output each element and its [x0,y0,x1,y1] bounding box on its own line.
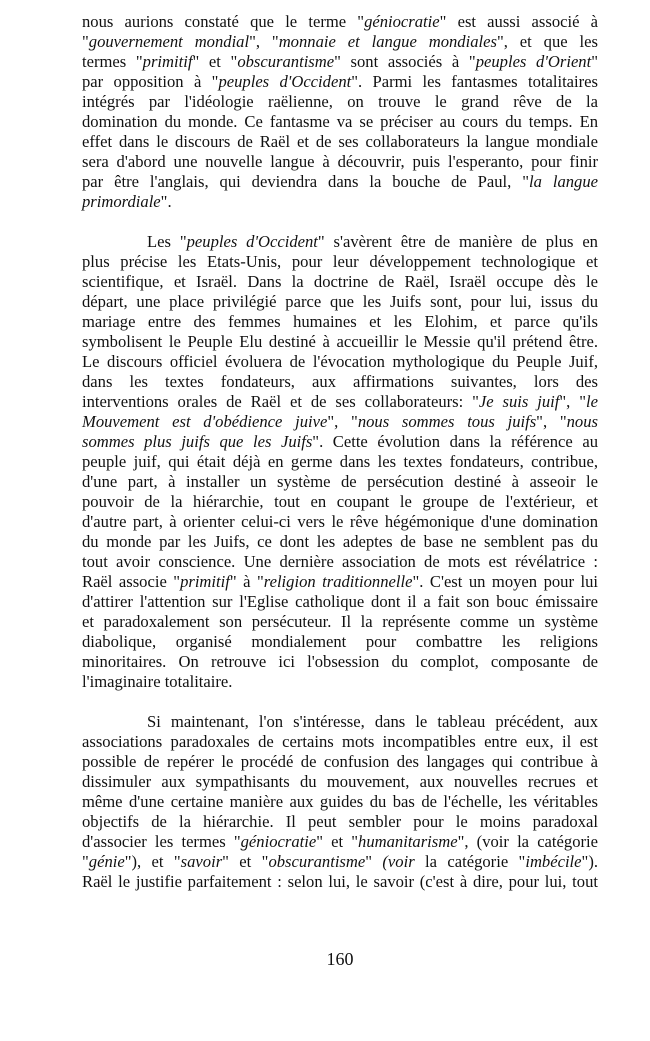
text-run: domination du monde. Ce fantasme va se préciser au cours du temps. En [82,112,598,131]
text-run: Raël associe " [82,572,181,591]
text-run: peuple juif, qui était déjà en germe dans les textes fondateurs, contribue, [82,452,598,471]
text-line [82,652,598,672]
text-run: Le discours officiel évoluera de l'évocation mythologique du Peuple Juif, [82,352,598,371]
text-run: interventions orales de Raël et de ses collaborateurs: " [82,392,479,411]
text-line [82,352,598,372]
text-run: Les " [147,232,187,251]
text-run: " est aussi associé à [439,12,598,31]
italic-quote: sommes plus juifs que les Juifs [82,432,313,451]
page-number: 160 [326,949,354,969]
italic-quote: primitif [180,572,230,591]
text-run: " [365,852,383,871]
text-run: " [591,52,599,71]
text-run: d'associer les termes " [82,832,241,851]
text-run: diabolique, organisé mondialement pour combattre les religions [82,632,598,651]
text-run: ". Parmi les fantasmes totalitaires [351,72,599,91]
text-run: ", (voir la catégorie [457,832,598,851]
text-run: termes " [82,52,143,71]
paragraph-p1 [82,12,598,212]
text-run: scientifique, et Israël. Dans la doctrine de Raël, Israël occupe dès le [82,272,598,291]
text-line [82,872,598,892]
italic-quote: primitif [142,52,193,71]
text-run: symbolisent le Peuple Elu destiné à accueillir le Messie qu'il prétend être. [82,332,598,351]
text-line [82,532,598,552]
text-run: " et " [316,832,359,851]
text-run: ", et que les [496,32,598,51]
text-line [82,852,598,872]
text-run: " [82,852,89,871]
text-line [82,32,598,52]
text-line [82,552,598,572]
italic-quote: nous [566,412,598,431]
text-line [82,672,598,692]
text-run: plus précise les Etats-Unis, pour leur développement technologique et [82,252,598,271]
text-run: dans les textes fondateurs, aux affirmations suivantes, lors des [82,372,598,391]
text-line [82,52,598,72]
text-line [82,472,598,492]
italic-quote: peuples d'Orient [475,52,592,71]
text-line [82,12,598,32]
text-run: par opposition à " [82,72,219,91]
text-line [82,572,598,592]
text-run: par être l'anglais, qui deviendra dans la bouche de Paul, " [82,172,530,191]
text-run: pouvoir de la hiérarchie, tout en coupant le groupe de l'extérieur, et [82,492,598,511]
text-run: minoritaires. On retrouve ici l'obsession du complot, composante de [82,652,598,671]
text-line [82,192,598,212]
text-run: l'imaginaire totalitaire. [82,672,233,691]
italic-quote: obscurantisme [268,852,366,871]
text-line [82,832,598,852]
text-run: "), et " [124,852,181,871]
text-line [82,412,598,432]
italic-quote: le [586,392,598,411]
text-run: du monde par les Juifs, ce dont les adeptes de base ne semblent pas du [82,532,598,551]
text-run: objectifs de la hiérarchie. Il peut sembler pour le moins paradoxal [82,812,598,831]
text-line [82,772,598,792]
paragraph-p3 [82,712,598,892]
text-run: sera d'abord une nouvelle langue à découvrir, puis l'esperanto, pour finir [82,152,598,171]
text-run: dissimuler aux sympathisants du mouvement, aux nouvelles recrues et [82,772,598,791]
italic-quote: nous sommes tous juifs [357,412,537,431]
text-run: intégrés par l'idéologie raëlienne, on trouve le grand rêve de la [82,92,598,111]
text-run: d'attirer l'attention sur l'Eglise catholique dont il a fait son bouc émissaire [82,592,598,611]
text-run: ", " [536,412,567,431]
text-run: mariage entre des femmes humaines et les Elohim, et parce qu'ils [82,312,598,331]
italic-quote: gouvernement mondial [88,32,250,51]
text-line [82,112,598,132]
text-run: " [82,32,89,51]
text-line [82,612,598,632]
text-line [82,92,598,112]
italic-quote: obscurantisme [237,52,335,71]
text-line [82,812,598,832]
text-run: associations paradoxales de certains mots incompatibles entre eux, il est [82,732,598,751]
text-run: ", " [327,412,358,431]
text-run: ". C'est un moyen pour lui [412,572,598,591]
italic-quote: géniocratie [240,832,317,851]
text-line [82,132,598,152]
text-line [82,512,598,532]
italic-quote: humanitarisme [358,832,458,851]
text-run: et paradoxalement son persécuteur. Il la représente comme un système [82,612,598,631]
italic-quote: (voir [382,852,415,871]
italic-quote: Mouvement est d'obédience juive [82,412,328,431]
text-line [82,252,598,272]
text-line [82,232,598,252]
text-run: nous aurions constaté que le terme " [82,12,365,31]
text-line [82,72,598,92]
text-run: ". Cette évolution dans la référence au [312,432,598,451]
text-line [82,752,598,772]
document-page [82,12,598,912]
italic-quote: Je suis juif [478,392,560,411]
text-run: " et " [192,52,238,71]
text-run: " sont associés à " [334,52,476,71]
text-line [82,332,598,352]
text-run: d'une part, à installer un système de persécution destiné à asseoir le [82,472,598,491]
italic-quote: primordiale [82,192,161,211]
text-line [82,732,598,752]
text-run: Si maintenant, l'on s'intéresse, dans le tableau précédent, aux [147,712,598,731]
text-run: " à " [229,572,264,591]
text-run: " et " [222,852,269,871]
italic-quote: peuples d'Occident [218,72,352,91]
text-run: ", " [559,392,586,411]
text-run: ", " [249,32,279,51]
text-run: " s'avèrent être de manière de plus en [317,232,598,251]
text-line [82,492,598,512]
text-run: départ, une place privilégié parce que les Juifs sont, pour lui, issus du [82,292,598,311]
text-run: même d'une certaine manière aux guides du bas de l'échelle, les véritables [82,792,598,811]
italic-quote: savoir [180,852,223,871]
italic-quote: la langue [529,172,599,191]
italic-quote: peuples d'Occident [186,232,318,251]
text-run: Raël le justifie parfaitement : selon lui, le savoir (c'est à dire, pour lui, tout [82,872,598,891]
text-line [82,792,598,812]
italic-quote: génie [88,852,125,871]
text-line [82,712,598,732]
text-run: ". [160,192,172,211]
text-run: "). [581,852,598,871]
text-run: possible de repérer le procédé de confusion des langages qui contribue à [82,752,598,771]
text-line [82,632,598,652]
text-run: d'autre part, à orienter celui-ci vers le rêve hégémonique d'une domination [82,512,598,531]
text-line [82,432,598,452]
text-line [82,592,598,612]
text-line [82,272,598,292]
text-run: tout avoir conscience. Une dernière association de mots est révélatrice : [82,552,598,571]
italic-quote: imbécile [525,852,582,871]
paragraph-p2 [82,232,598,692]
text-line [82,392,598,412]
text-line [82,172,598,192]
text-line [82,152,598,172]
italic-quote: géniocratie [364,12,440,31]
italic-quote: monnaie et langue mondiales [278,32,497,51]
italic-quote: religion traditionnelle [263,572,413,591]
text-line [82,452,598,472]
text-run: la catégorie " [414,852,526,871]
text-run: effet dans le discours de Raël et de ses collaborateurs la langue mondiale [82,132,598,151]
text-line [82,292,598,312]
text-line [82,312,598,332]
text-line [82,372,598,392]
